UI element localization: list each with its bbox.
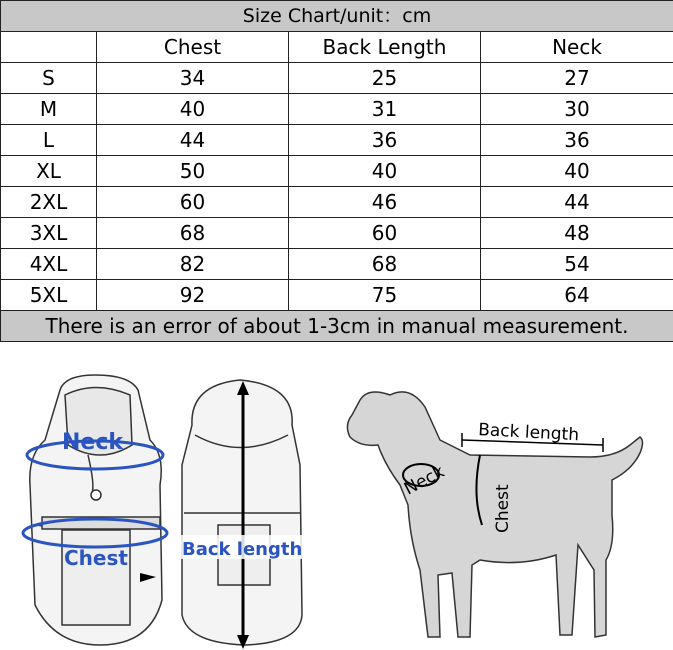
back-length-cell: 36: [289, 125, 481, 156]
back-length-cell: 68: [289, 249, 481, 280]
size-cell: L: [1, 125, 97, 156]
chest-cell: 92: [97, 280, 289, 311]
chest-cell: 68: [97, 218, 289, 249]
header-neck: Neck: [481, 32, 673, 63]
chest-cell: 34: [97, 63, 289, 94]
table-row: [1, 63, 673, 94]
table-row: [1, 280, 673, 311]
size-cell: XL: [1, 156, 97, 187]
coat-front-drawing: [30, 375, 162, 645]
header-chest: Chest: [97, 32, 289, 63]
size-cell: M: [1, 94, 97, 125]
size-cell: 3XL: [1, 218, 97, 249]
header-size: [1, 32, 97, 63]
table-row: [1, 249, 673, 280]
table-row: [1, 218, 673, 249]
chest-cell: 44: [97, 125, 289, 156]
chest-cell: 60: [97, 187, 289, 218]
measurement-note: There is an error of about 1-3cm in manual measurement.: [1, 311, 673, 342]
measurement-illustration: [0, 345, 673, 650]
neck-cell: 44: [481, 187, 673, 218]
table-row: [1, 187, 673, 218]
dog-back-length-label: Back length: [477, 420, 580, 446]
header-row: [1, 32, 673, 63]
neck-cell: 30: [481, 94, 673, 125]
table-row: [1, 94, 673, 125]
note-row: [1, 311, 673, 342]
back-length-cell: 60: [289, 218, 481, 249]
size-cell: S: [1, 63, 97, 94]
size-cell: 5XL: [1, 280, 97, 311]
size-cell: 2XL: [1, 187, 97, 218]
chest-cell: 40: [97, 94, 289, 125]
title-row: [1, 1, 673, 32]
dog-neck-label: Neck: [400, 461, 448, 500]
size-cell: 4XL: [1, 249, 97, 280]
neck-cell: 36: [481, 125, 673, 156]
neck-cell: 54: [481, 249, 673, 280]
neck-cell: 64: [481, 280, 673, 311]
back-length-cell: 46: [289, 187, 481, 218]
neck-cell: 40: [481, 156, 673, 187]
back-length-cell: 25: [289, 63, 481, 94]
chest-cell: 82: [97, 249, 289, 280]
back-length-cell: 40: [289, 156, 481, 187]
back-length-cell: 75: [289, 280, 481, 311]
table-row: [1, 156, 673, 187]
coat-neck-label: Neck: [62, 430, 124, 455]
table-row: [1, 125, 673, 156]
neck-cell: 27: [481, 63, 673, 94]
neck-cell: 48: [481, 218, 673, 249]
coat-back-length-label: Back length: [182, 539, 303, 560]
chest-cell: 50: [97, 156, 289, 187]
chart-title: Size Chart/unit：cm: [1, 1, 673, 32]
coat-chest-label: Chest: [64, 546, 128, 570]
header-back-length: Back Length: [289, 32, 481, 63]
dog-chest-label: Chest: [493, 484, 513, 533]
back-length-cell: 31: [289, 94, 481, 125]
